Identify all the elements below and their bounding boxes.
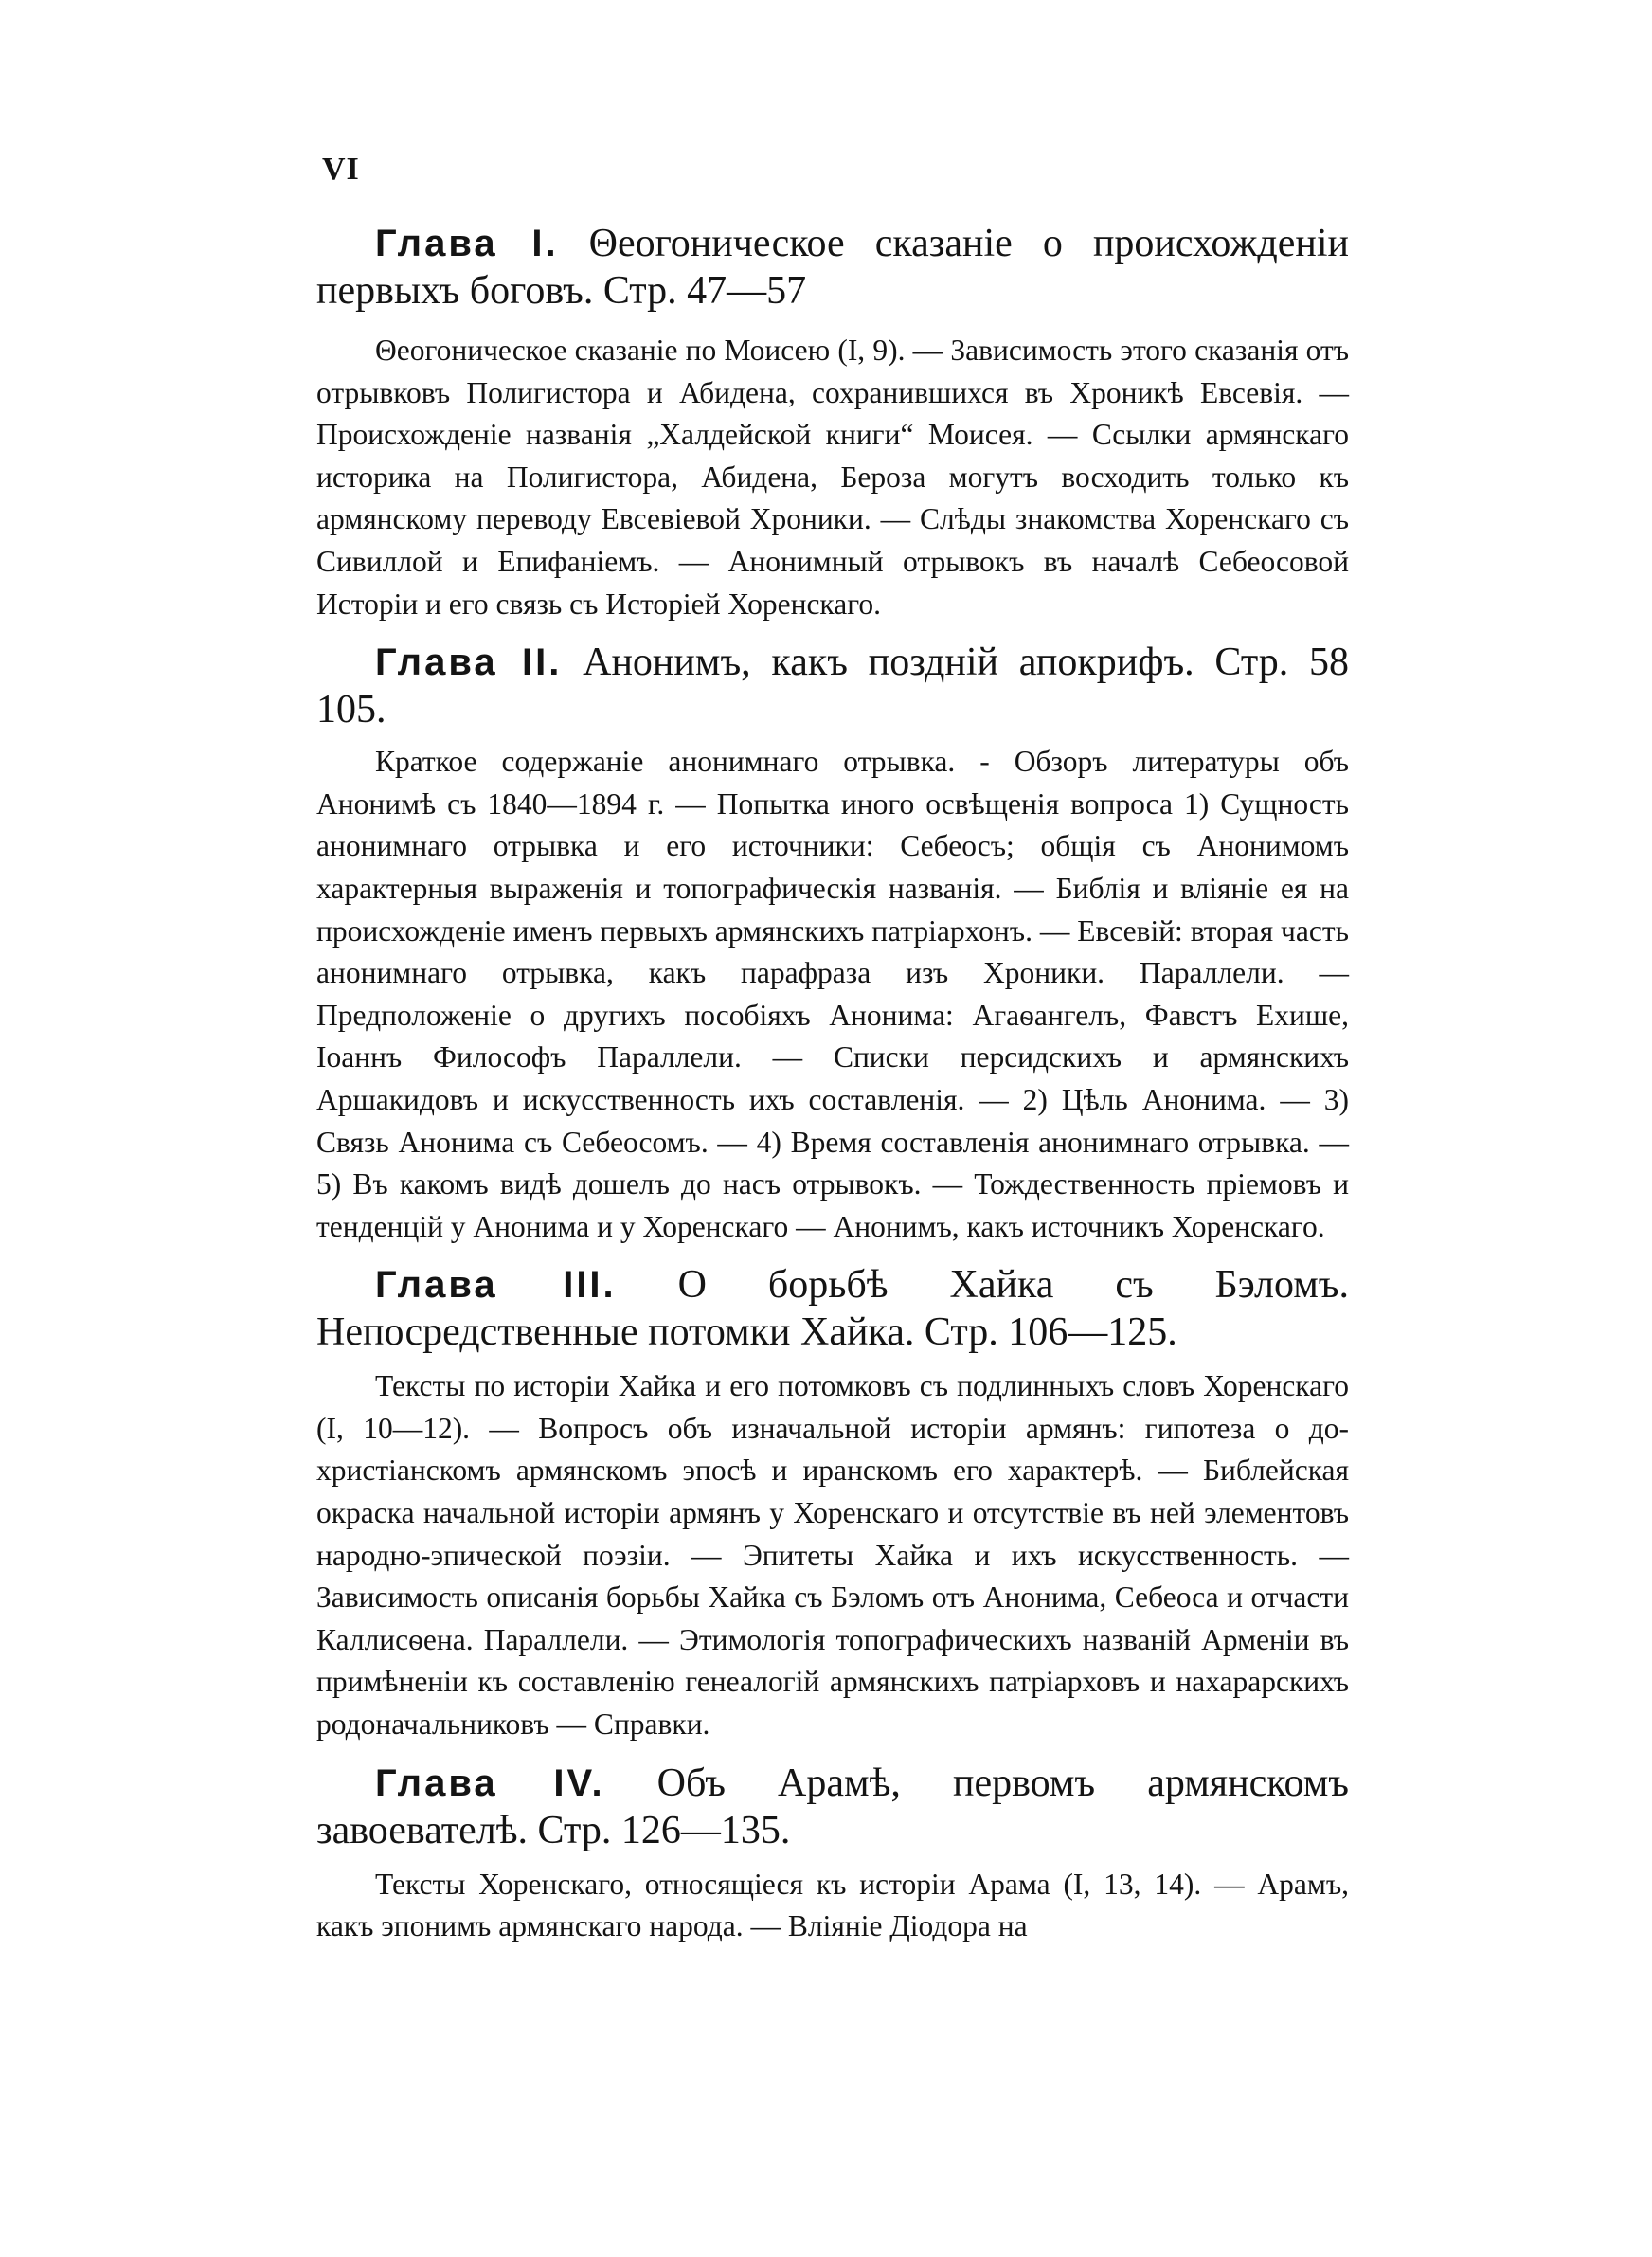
chapter-1 xyxy=(316,220,1349,625)
chapter-summary: Тексты Хоренскаго, относящіеся къ исторіи Арама (I, 13, 14). — Арамъ, какъ эпонимъ армянскаго народа. — Вліяніе Діодора на xyxy=(316,1867,1349,1943)
chapter-title: О борьбѣ Хайка съ Бэломъ. Непосредственные потомки Хайка. Стр. 106—125. xyxy=(316,1263,1350,1355)
chapter-summary: Краткое содержаніе анонимнаго отрывка. - Обзоръ литературы объ Анонимѣ съ 1840—1894 г. — Попытка иного освѣщенія вопроса 1) Сущность анонимнаго отрывка и его источники: Себеосъ; общія съ Анонимомъ характерныя выраженія и топографическія названія. — Библія и вліяніе ея на происхожденіе именъ первыхъ армянскихъ патріархонъ. — Евсевій: вторая часть анонимнаго отрывка, какъ парафраза изъ Хроники. Параллели. — Предположеніе о другихъ пособіяхъ Анонима: Агаѳангелъ, Фавстъ Ехише, Іоаннъ Философъ Параллели. — Списки персидскихъ и армянскихъ Аршакидовъ и искусственность ихъ составленія. — 2) Цѣль Анонима. — 3) Связь Анонима съ Себеосомъ. — 4) Время составленія анонимнаго отрывка. — 5) Въ какомъ видѣ дошелъ до насъ отрывокъ. — Тождественность пріемовъ и тенденцій у Анонима и у Хоренскаго — Анонимъ, какъ источникъ Хоренскаго. xyxy=(316,745,1349,1243)
chapter-label: Глава III. xyxy=(375,1264,617,1307)
page-number: VI xyxy=(322,152,360,187)
chapter-summary: Тексты по исторіи Хайка и его потомковъ съ подлинныхъ словъ Хоренскаго (I, 10—12). — Вопросъ объ изначальной исторіи армянъ: гипотеза о до-христіанскомъ армянскомъ эпосѣ и иранскомъ его характерѣ. — Библейская окраска начальной исторіи армянъ у Хоренскаго и отсутствіе въ ней элементовъ народно-эпической поэзіи. — Эпитеты Хайка и ихъ искусственность. — Зависимость описанія борьбы Хайка съ Бэломъ отъ Анонима, Себеоса и отчасти Каллисѳена. Параллели. — Этимологія топографическихъ названій Арменіи въ примѣненіи къ составленію генеалогій армянскихъ патріарховъ и нахарарскихъ родоначальниковъ — Справки. xyxy=(316,1369,1349,1742)
chapter-label: Глава I. xyxy=(375,223,559,264)
chapter-title: Θеогоническое сказаніе о происхожденіи первыхъ боговъ. Стр. 47—57 xyxy=(316,222,1349,313)
chapter-title: Анонимъ, какъ поздній апокрифъ. Стр. 58 105. xyxy=(316,641,1349,732)
contents-column xyxy=(316,220,1349,1961)
chapter-label: Глава IV. xyxy=(375,1761,605,1804)
chapter-title: Объ Арамѣ, первомъ армянскомъ завоевателѣ. Стр. 126—135. xyxy=(316,1760,1349,1852)
chapter-label: Глава II. xyxy=(375,641,563,684)
chapter-heading xyxy=(316,1261,1349,1356)
chapter-summary: Θеогоническое сказаніе по Моисею (I, 9). — Зависимость этого сказанія отъ отрывковъ Полигистора и Абидена, сохранившихся въ Хроникѣ Евсевія. — Происхожденіе названія „Халдейской книги“ Моисея. — Ссылки армянскаго историка на Полигистора, Абидена, Бероза могутъ восходить только къ армянскому переводу Евсевіевой Хроники. — Слѣды знакомства Хоренскаго съ Сивиллой и Епифаніемъ. — Анонимный отрывокъ въ началѣ Себеосовой Исторіи и его связь съ Исторіей Хоренскаго. xyxy=(316,334,1349,621)
chapter-heading xyxy=(316,639,1349,733)
chapter-2 xyxy=(316,639,1349,1248)
chapter-4 xyxy=(316,1760,1349,1948)
chapter-heading xyxy=(316,1760,1349,1854)
chapter-heading xyxy=(316,220,1349,315)
chapter-3 xyxy=(316,1261,1349,1745)
